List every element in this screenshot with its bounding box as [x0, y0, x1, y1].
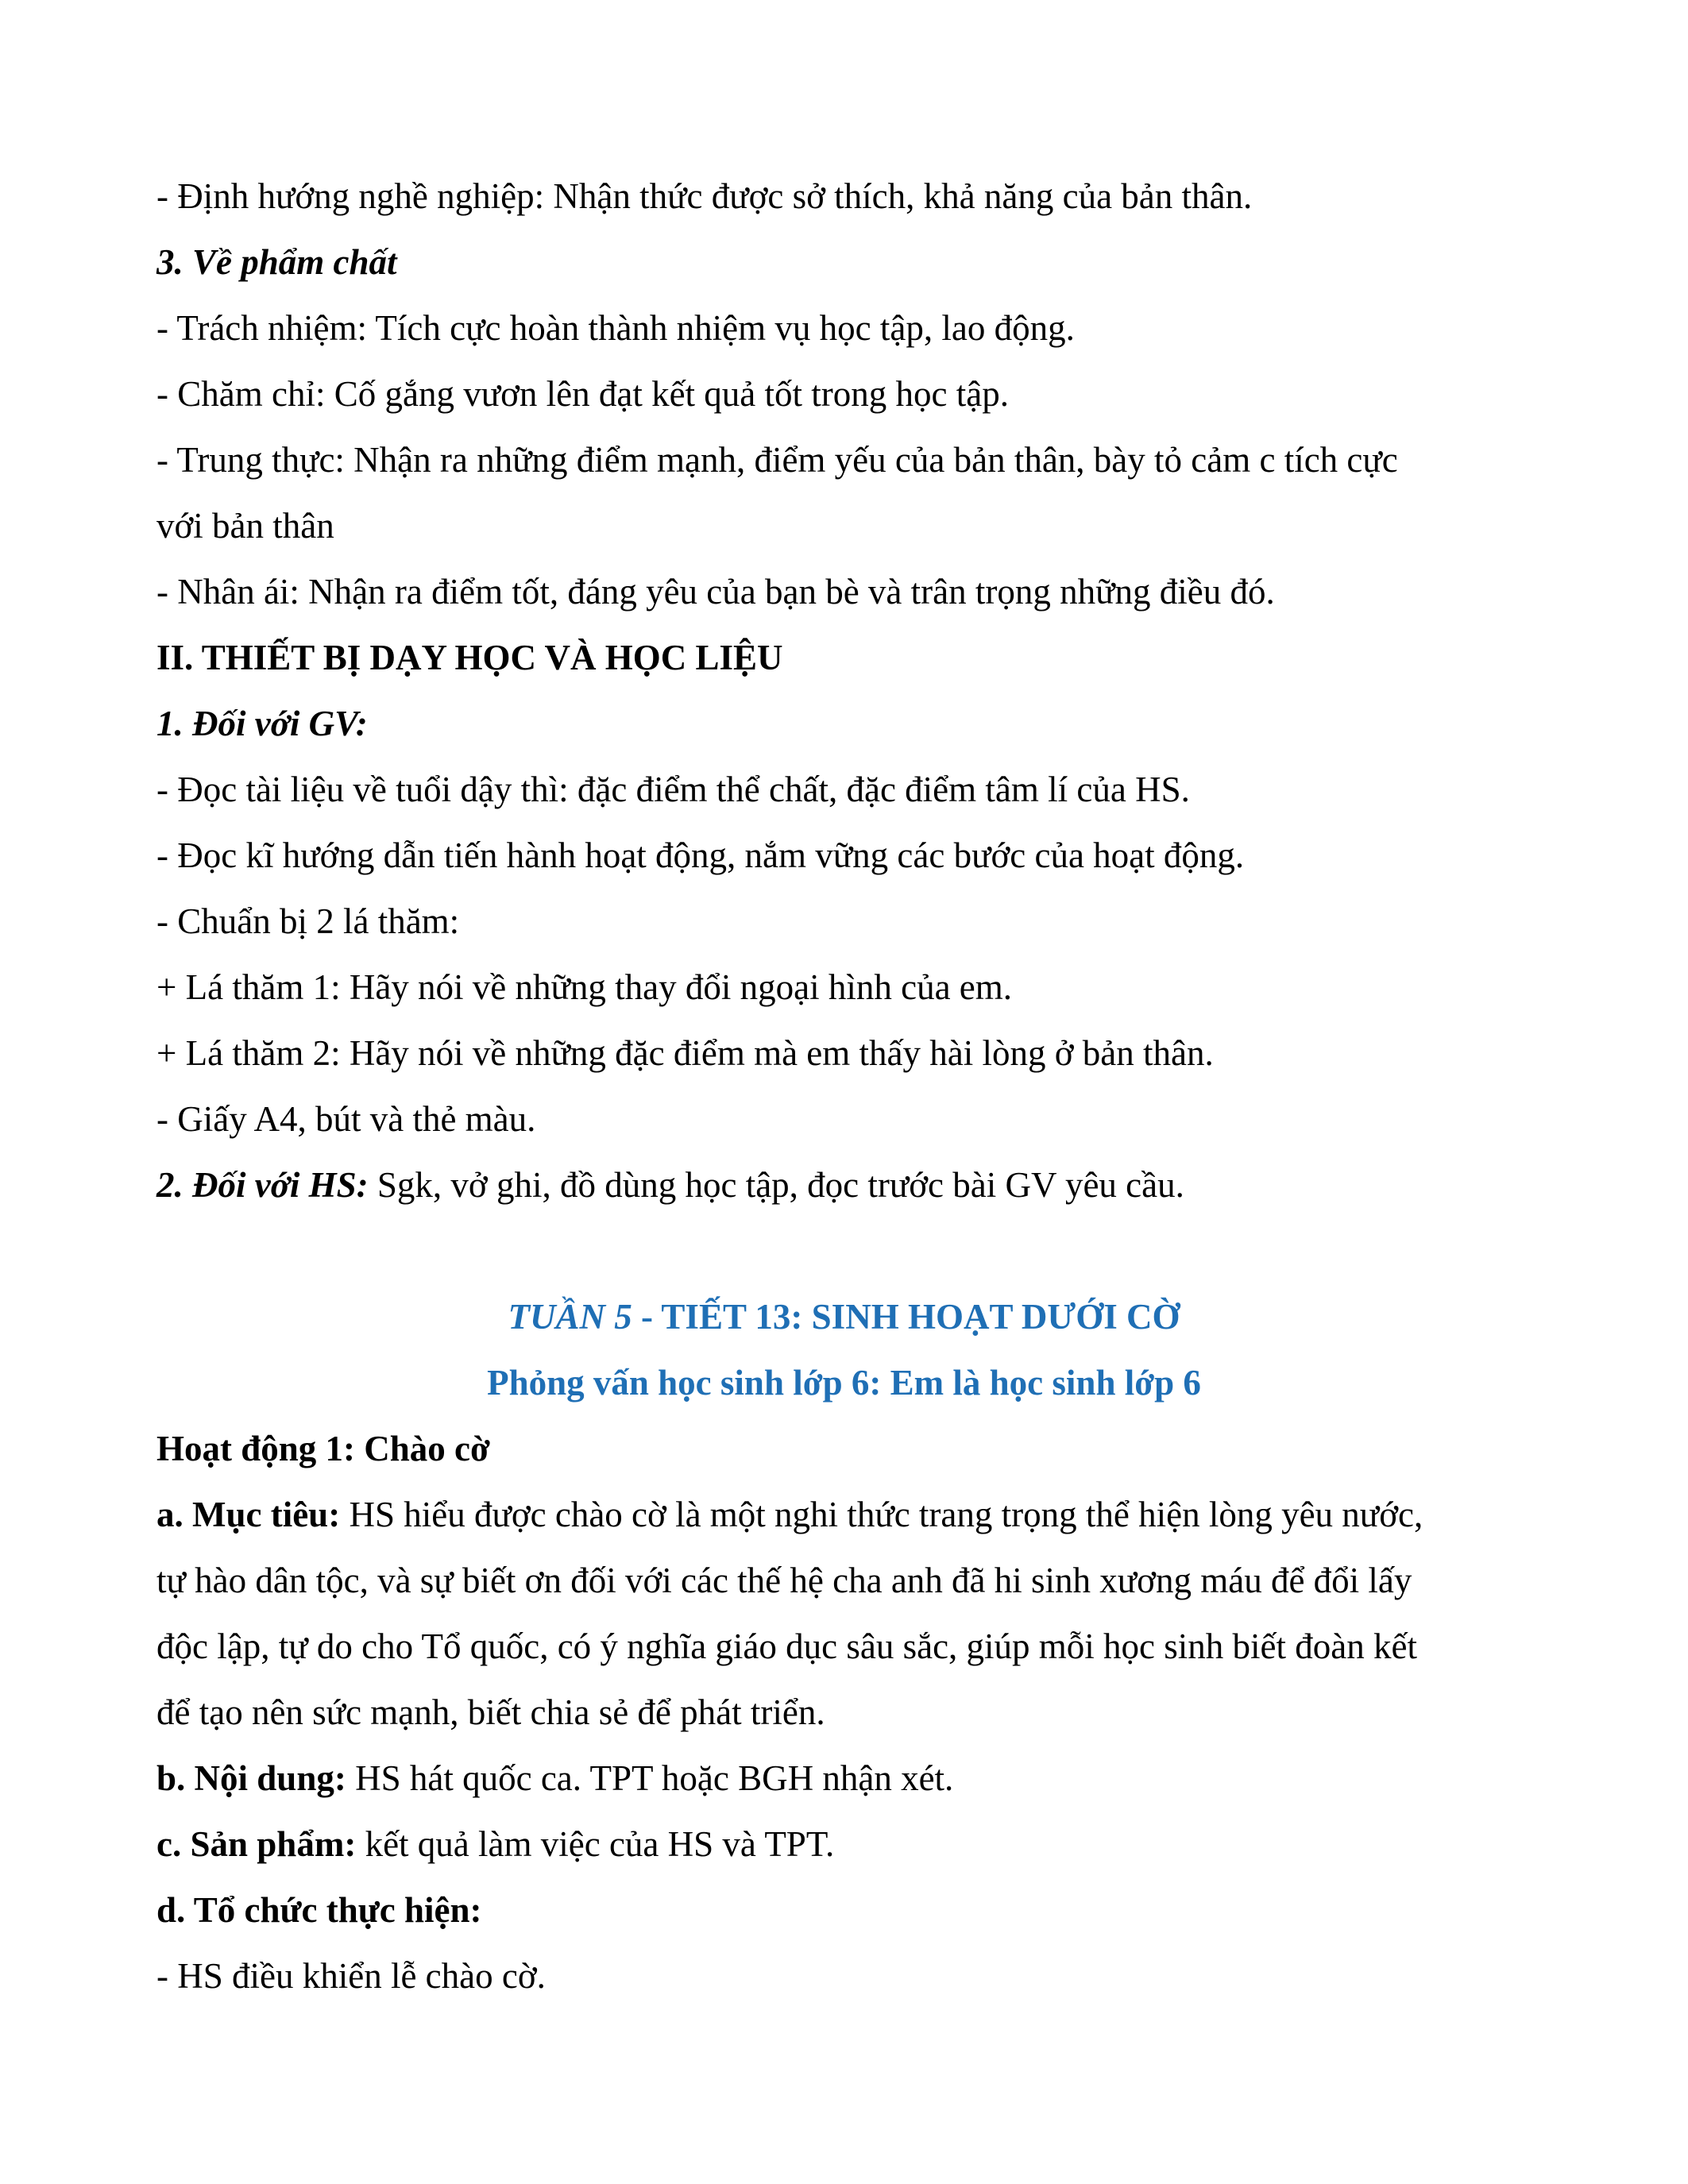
label-noi-dung: b. Nội dung: — [156, 1758, 346, 1798]
text-line: - Nhân ái: Nhận ra điểm tốt, đáng yêu của bạn bè và trân trọng những điều đó. — [156, 572, 1275, 612]
text-line: - HS điều khiển lễ chào cờ. — [156, 1956, 546, 1996]
label-muc-tieu: a. Mục tiêu: — [156, 1495, 341, 1534]
text-span: Sgk, vở ghi, đồ dùng học tập, đọc trước bài GV yêu cầu. — [368, 1165, 1184, 1205]
subheading-hs: 2. Đối với HS: — [156, 1165, 369, 1205]
text-span: HS hiểu được chào cờ là một nghi thức trang trọng thể hiện lòng yêu nước, — [340, 1495, 1423, 1534]
text-line: + Lá thăm 1: Hãy nói về những thay đổi ngoại hình của em. — [156, 967, 1013, 1007]
text-line: để tạo nên sức mạnh, biết chia sẻ để phát triển. — [156, 1692, 825, 1732]
subheading-gv: 1. Đối với GV: — [156, 704, 368, 743]
section-heading-thiet-bi: II. THIẾT BỊ DẠY HỌC VÀ HỌC LIỆU — [156, 638, 783, 677]
lesson-title — [0, 1299, 1688, 1335]
text-line: - Đọc tài liệu về tuổi dậy thì: đặc điểm thể chất, đặc điểm tâm lí của HS. — [156, 770, 1190, 809]
text-line-muc-tieu — [156, 1497, 1423, 1533]
text-line: - Định hướng nghề nghiệp: Nhận thức được sở thích, khả năng của bản thân. — [156, 176, 1253, 216]
text-line-hs — [156, 1167, 1184, 1203]
text-line: - Trách nhiệm: Tích cực hoàn thành nhiệm vụ học tập, lao động. — [156, 308, 1075, 348]
lesson-subtitle: Phỏng vấn học sinh lớp 6: Em là học sinh lớp 6 — [487, 1363, 1201, 1403]
text-line: với bản thân — [156, 506, 334, 546]
label-san-pham: c. Sản phẩm: — [156, 1824, 357, 1864]
text-line: - Giấy A4, bút và thẻ màu. — [156, 1099, 536, 1139]
text-span: HS hát quốc ca. TPT hoặc BGH nhận xét. — [346, 1758, 954, 1798]
text-line: tự hào dân tộc, và sự biết ơn đối với các thế hệ cha anh đã hi sinh xương máu để đổi lấy — [156, 1561, 1412, 1600]
lesson-title-rest: - TIẾT 13: SINH HOẠT DƯỚI CỜ — [632, 1297, 1180, 1337]
label-to-chuc: d. Tổ chức thực hiện: — [156, 1890, 482, 1930]
text-line: độc lập, tự do cho Tổ quốc, có ý nghĩa giáo dục sâu sắc, giúp mỗi học sinh biết đoàn kết — [156, 1626, 1417, 1666]
lesson-week: TUẦN 5 — [508, 1297, 632, 1337]
text-line: - Chuẩn bị 2 lá thăm: — [156, 901, 460, 941]
text-line: + Lá thăm 2: Hãy nói về những đặc điểm mà em thấy hài lòng ở bản thân. — [156, 1033, 1214, 1073]
section-heading-pham-chat: 3. Về phẩm chất — [156, 242, 397, 282]
text-line-noi-dung — [156, 1758, 954, 1798]
activity-heading: Hoạt động 1: Chào cờ — [156, 1429, 490, 1468]
text-line: - Trung thực: Nhận ra những điểm mạnh, điểm yếu của bản thân, bày tỏ cảm c tích cực — [156, 440, 1398, 480]
text-line: - Chăm chỉ: Cố gắng vươn lên đạt kết quả tốt trong học tập. — [156, 374, 1009, 414]
text-span: kết quả làm việc của HS và TPT. — [356, 1824, 835, 1864]
text-line: - Đọc kĩ hướng dẫn tiến hành hoạt động, nắm vững các bước của hoạt động. — [156, 835, 1245, 875]
text-line-san-pham — [156, 1824, 835, 1864]
